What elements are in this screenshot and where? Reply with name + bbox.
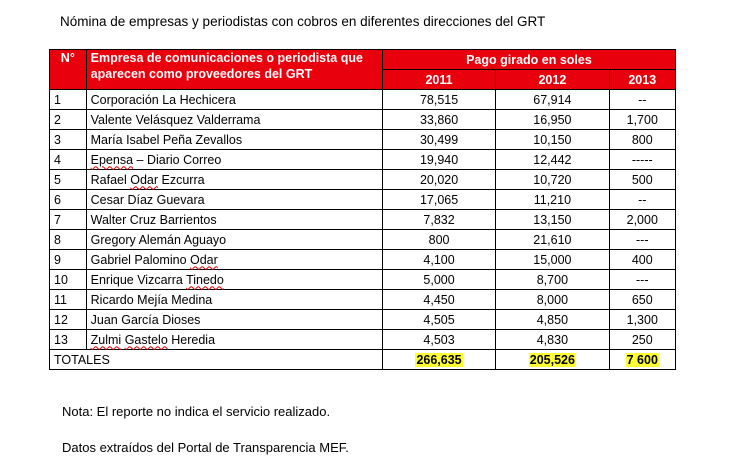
row-name xyxy=(86,310,382,330)
table-row xyxy=(50,90,676,110)
row-value-2013: ----- xyxy=(609,150,675,170)
name-part: Rafael xyxy=(90,172,131,187)
row-name xyxy=(86,90,382,110)
payments-table xyxy=(49,49,676,370)
row-name xyxy=(86,150,382,170)
name-part: Gregory Alemán Aguayo xyxy=(90,232,227,247)
table-row xyxy=(50,230,676,250)
name-part: Gastelo xyxy=(124,332,168,347)
table-row xyxy=(50,210,676,230)
header-number: N° xyxy=(50,50,87,90)
row-value-2013: 1,300 xyxy=(609,310,675,330)
row-value-2012: 16,950 xyxy=(496,110,609,130)
name-part: Tinedo xyxy=(186,272,224,287)
document-title: Nómina de empresas y periodistas con cobros en diferentes direcciones del GRT xyxy=(60,14,546,29)
row-value-2011: 30,499 xyxy=(382,130,495,150)
row-value-2012: 4,830 xyxy=(496,330,609,350)
table-row xyxy=(50,190,676,210)
header-payment: Pago girado en soles xyxy=(382,50,675,70)
row-value-2011: 4,450 xyxy=(382,290,495,310)
totals-label: TOTALES xyxy=(50,350,383,370)
total-2013: 7 600 xyxy=(609,350,675,370)
row-value-2012: 11,210 xyxy=(496,190,609,210)
name-part: Cesar Díaz Guevara xyxy=(90,192,205,207)
name-part: Zulmi xyxy=(90,332,122,347)
row-value-2012: 10,720 xyxy=(496,170,609,190)
name-part: – Diario Correo xyxy=(133,152,222,167)
row-number: 12 xyxy=(50,310,87,330)
row-value-2011: 78,515 xyxy=(382,90,495,110)
table-row xyxy=(50,110,676,130)
report-note: Nota: El reporte no indica el servicio realizado. xyxy=(62,404,331,419)
row-value-2013: 400 xyxy=(609,250,675,270)
header-year-2011: 2011 xyxy=(382,70,495,90)
row-value-2011: 5,000 xyxy=(382,270,495,290)
row-number: 5 xyxy=(50,170,87,190)
row-name xyxy=(86,170,382,190)
row-name xyxy=(86,230,382,250)
table-row xyxy=(50,250,676,270)
row-value-2012: 8,700 xyxy=(496,270,609,290)
row-value-2013: 800 xyxy=(609,130,675,150)
row-number: 10 xyxy=(50,270,87,290)
header-company: Empresa de comunicaciones o periodista que aparecen como proveedores del GRT xyxy=(86,50,382,90)
row-value-2011: 4,503 xyxy=(382,330,495,350)
header-year-2013: 2013 xyxy=(609,70,675,90)
row-number: 1 xyxy=(50,90,87,110)
header-row xyxy=(50,50,676,70)
name-part: Valente Velásquez Valderrama xyxy=(90,112,261,127)
row-number: 3 xyxy=(50,130,87,150)
row-number: 9 xyxy=(50,250,87,270)
name-part: Ezcurra xyxy=(158,172,205,187)
row-number: 13 xyxy=(50,330,87,350)
name-part: Corporación La Hechicera xyxy=(90,92,236,107)
name-part: Gabriel Palomino xyxy=(90,252,190,267)
name-part: Heredia xyxy=(167,332,216,347)
row-number: 2 xyxy=(50,110,87,130)
row-value-2011: 20,020 xyxy=(382,170,495,190)
name-part: Epensa xyxy=(90,152,134,167)
row-value-2013: --- xyxy=(609,270,675,290)
row-value-2013: --- xyxy=(609,230,675,250)
table-row xyxy=(50,330,676,350)
row-number: 4 xyxy=(50,150,87,170)
row-value-2012: 10,150 xyxy=(496,130,609,150)
table-row xyxy=(50,310,676,330)
row-name xyxy=(86,210,382,230)
row-value-2011: 4,505 xyxy=(382,310,495,330)
name-part: Odar xyxy=(190,252,218,267)
total-2011: 266,635 xyxy=(382,350,495,370)
row-number: 8 xyxy=(50,230,87,250)
row-value-2013: 250 xyxy=(609,330,675,350)
row-name xyxy=(86,130,382,150)
row-value-2012: 67,914 xyxy=(496,90,609,110)
table-row xyxy=(50,130,676,150)
row-number: 6 xyxy=(50,190,87,210)
totals-row xyxy=(50,350,676,370)
row-number: 7 xyxy=(50,210,87,230)
row-value-2013: -- xyxy=(609,90,675,110)
name-part: Juan García Dioses xyxy=(90,312,201,327)
row-value-2012: 21,610 xyxy=(496,230,609,250)
row-value-2013: 650 xyxy=(609,290,675,310)
table-row xyxy=(50,170,676,190)
row-value-2011: 17,065 xyxy=(382,190,495,210)
row-name xyxy=(86,290,382,310)
total-2012: 205,526 xyxy=(496,350,609,370)
row-name xyxy=(86,330,382,350)
row-name xyxy=(86,270,382,290)
row-value-2011: 7,832 xyxy=(382,210,495,230)
row-value-2011: 33,860 xyxy=(382,110,495,130)
table-row xyxy=(50,290,676,310)
row-value-2012: 4,850 xyxy=(496,310,609,330)
name-part: Enrique Vizcarra xyxy=(90,272,187,287)
row-name xyxy=(86,190,382,210)
row-value-2013: -- xyxy=(609,190,675,210)
row-value-2012: 12,442 xyxy=(496,150,609,170)
data-source: Datos extraídos del Portal de Transparencia MEF. xyxy=(62,440,349,455)
row-value-2013: 2,000 xyxy=(609,210,675,230)
table-row xyxy=(50,150,676,170)
row-value-2012: 13,150 xyxy=(496,210,609,230)
table-body xyxy=(50,90,676,350)
row-value-2011: 19,940 xyxy=(382,150,495,170)
row-value-2013: 1,700 xyxy=(609,110,675,130)
name-part: Odar xyxy=(130,172,159,187)
row-number: 11 xyxy=(50,290,87,310)
row-value-2012: 8,000 xyxy=(496,290,609,310)
header-year-2012: 2012 xyxy=(496,70,609,90)
row-value-2013: 500 xyxy=(609,170,675,190)
row-name xyxy=(86,250,382,270)
row-value-2011: 4,100 xyxy=(382,250,495,270)
row-value-2011: 800 xyxy=(382,230,495,250)
name-part: Walter Cruz Barrientos xyxy=(90,212,217,227)
name-part: María Isabel Peña Zevallos xyxy=(90,132,243,147)
table-row xyxy=(50,270,676,290)
row-name xyxy=(86,110,382,130)
row-value-2012: 15,000 xyxy=(496,250,609,270)
name-part: Ricardo Mejía Medina xyxy=(90,292,213,307)
